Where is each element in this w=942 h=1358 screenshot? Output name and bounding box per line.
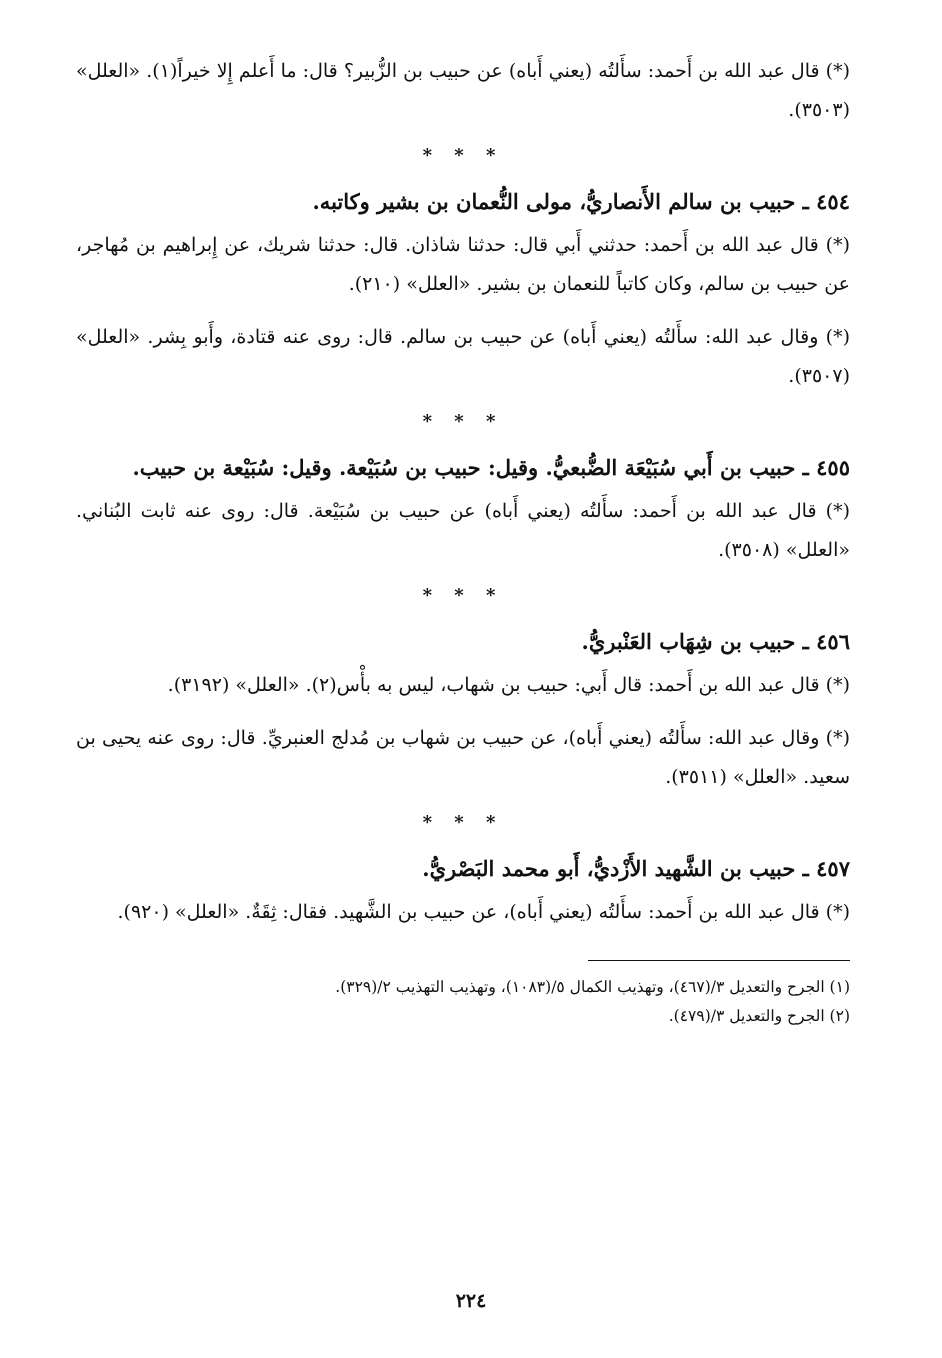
footnote-rule: [588, 960, 850, 961]
footnote-2: (٢) الجرح والتعديل ٣/(٤٧٩).: [668, 1007, 850, 1025]
paragraph-3: (*) وقال عبد الله: سأَلتُه (يعني أَباه) عن حبيب بن سالم. قال: روى عنه قتادة، وأَبو بِشر. «العلل» (٣٥٠٧).: [76, 326, 850, 387]
paragraph-7: (*) قال عبد الله بن أَحمد: سأَلتُه (يعني أَباه)، عن حبيب بن الشَّهيد. فقال: ثِقَةٌ. «العلل» (٩٢٠).: [117, 901, 850, 923]
entry-heading-455: ٤٥٥ ـ حبيب بن أَبي سُبَيْعَة الضُّبعيُّ. وقيل: حبيب بن سُبَيْعة. وقيل: سُبَيْعة بن حبيب.: [132, 455, 850, 480]
separator-2: * * *: [422, 411, 504, 432]
entry-heading-454: ٤٥٤ ـ حبيب بن سالم الأَنصاريُّ، مولى النُّعمان بن بشير وكاتبه.: [312, 189, 850, 214]
paragraph-4: (*) قال عبد الله بن أَحمد: سأَلتُه (يعني أَباه) عن حبيب بن سُبَيْعة. قال: روى عنه ثابت البُناني. «العلل» (٣٥٠٨).: [76, 500, 850, 561]
paragraph-1: (*) قال عبد الله بن أَحمد: سأَلتُه (يعني أَباه) عن حبيب بن الزُّبير؟ قال: ما أَعلم إِلا خيراً(١). «العلل» (٣٥٠٣).: [76, 60, 851, 121]
separator-3: * * *: [422, 585, 504, 606]
separator-1: * * *: [422, 145, 504, 166]
separator-4: * * *: [422, 812, 504, 833]
entry-heading-456: ٤٥٦ ـ حبيب بن شِهَاب العَنْبريُّ.: [581, 629, 850, 654]
paragraph-6: (*) وقال عبد الله: سأَلتُه (يعني أَباه)، عن حبيب بن شهاب بن مُدلج العنبريِّ. قال: روى عنه يحيى بن سعيد. «العلل» (٣٥١١).: [76, 727, 850, 788]
entry-heading-457: ٤٥٧ ـ حبيب بن الشَّهيد الأَزْديُّ، أَبو محمد البَصْريُّ.: [422, 856, 850, 881]
footnote-1: (١) الجرح والتعديل ٣/(٤٦٧)، وتهذيب الكمال ٥/(١٠٨٣)، وتهذيب التهذيب ٢/(٣٢٩).: [335, 978, 850, 996]
page-number: ٢٢٤: [455, 1290, 487, 1312]
paragraph-2: (*) قال عبد الله بن أَحمد: حدثني أَبي قال: حدثنا شاذان. قال: حدثنا شريك، عن إِبراهيم بن مُهاجر، عن حبيب بن سالم، وكان كاتباً للنعمان بن بشير. «العلل» (٢١٠).: [76, 234, 850, 295]
paragraph-5: (*) قال عبد الله بن أَحمد: قال أَبي: حبيب بن شهاب، ليس به بأْس(٢). «العلل» (٣١٩٢).: [167, 674, 850, 696]
